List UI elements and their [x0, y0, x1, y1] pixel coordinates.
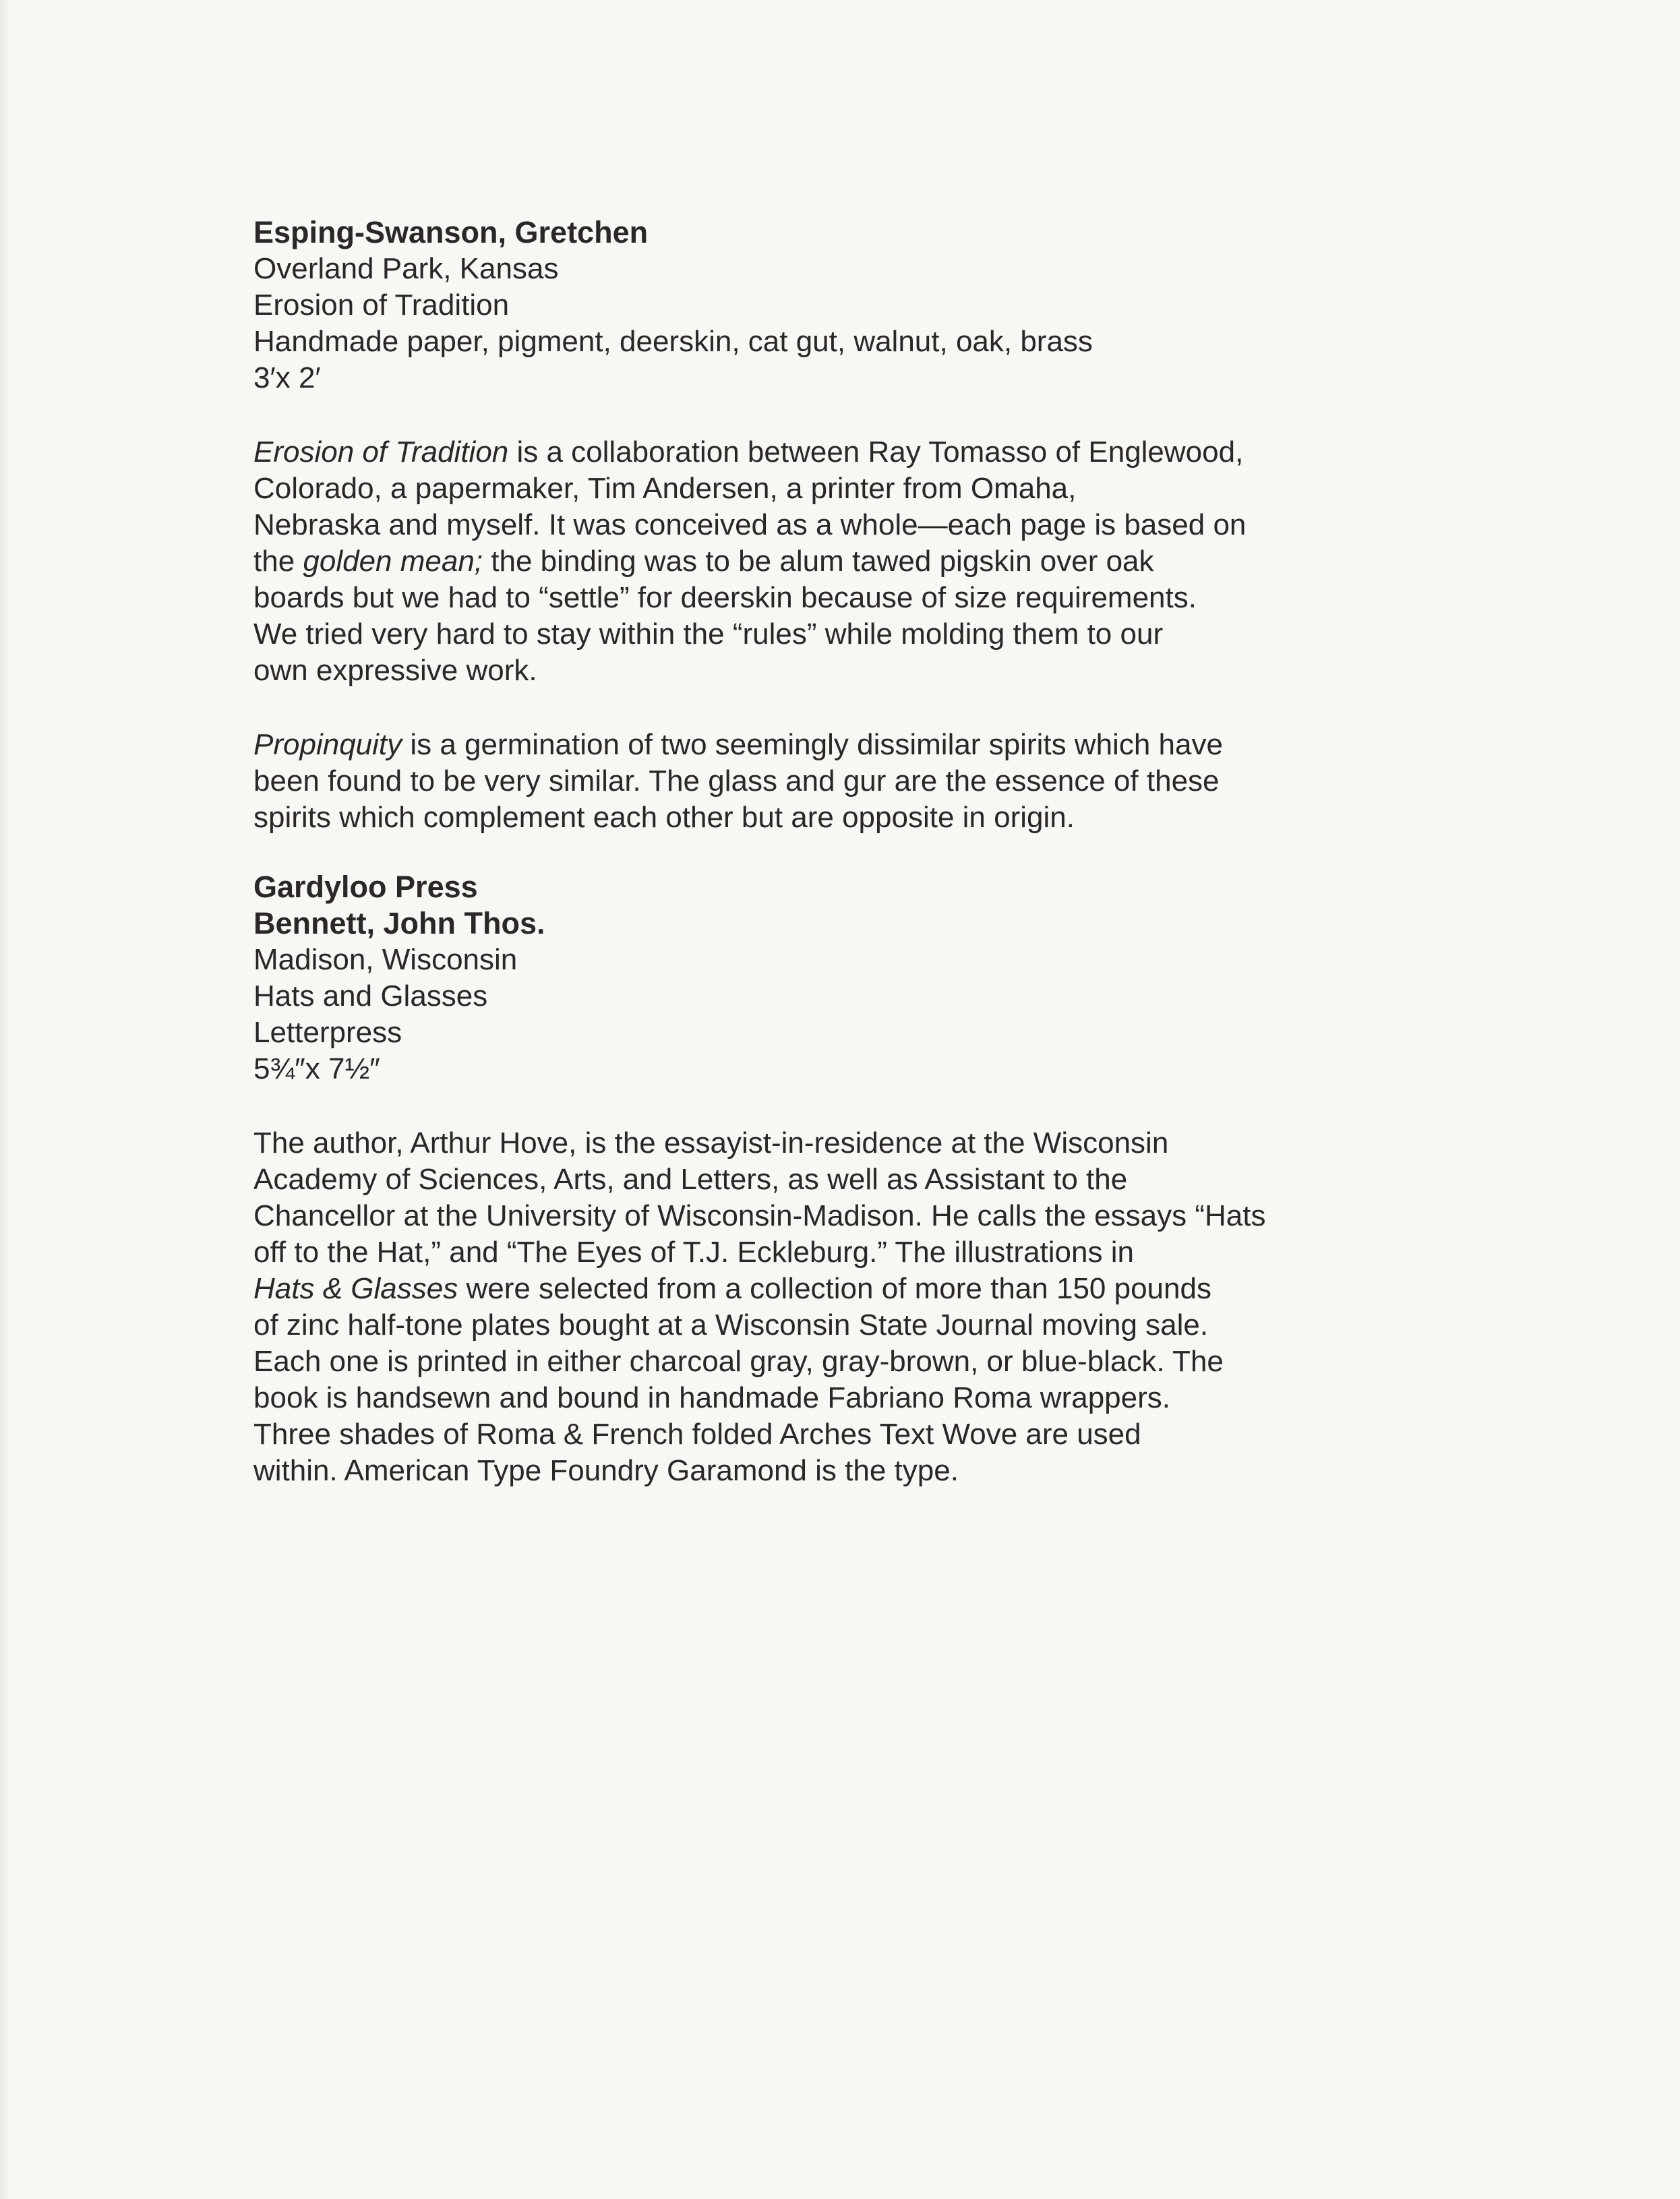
paragraph-line: We tried very hard to stay within the “rules” while molding them to our [253, 617, 1164, 651]
paragraph-line: Nebraska and myself. It was conceived as a whole—each page is based on [253, 508, 1247, 541]
paragraph-line: off to the Hat,” and “The Eyes of T.J. Eckleburg.” The illustrations in [253, 1236, 1134, 1269]
paragraph-line: of zinc half-tone plates bought at a Wisconsin State Journal moving sale. [253, 1308, 1209, 1342]
work-title: Erosion of Tradition [253, 289, 510, 322]
description-paragraph [253, 434, 1305, 689]
paragraph-line: The author, Arthur Hove, is the essayist-in-residence at the Wisconsin [253, 1126, 1169, 1159]
press-name: Gardyloo Press [253, 870, 478, 904]
work-title: Hats and Glasses [253, 980, 488, 1013]
paragraph-line: own expressive work. [253, 654, 537, 687]
description-paragraph [253, 727, 1305, 836]
artist-name: Esping-Swanson, Gretchen [253, 215, 649, 249]
paragraph-line: Academy of Sciences, Arts, and Letters, as well as Assistant to the [253, 1163, 1128, 1196]
paragraph-line: Colorado, a papermaker, Tim Andersen, a printer from Omaha, [253, 472, 1077, 505]
paragraph-line: boards but we had to “settle” for deerskin because of size requirements. [253, 581, 1197, 614]
artist-location: Overland Park, Kansas [253, 252, 559, 285]
paragraph-line: Hats & Glasses were selected from a collection of more than 150 pounds [253, 1272, 1211, 1305]
paragraph-line: Chancellor at the University of Wisconsin-Madison. He calls the essays “Hats [253, 1199, 1266, 1232]
paragraph-line: spirits which complement each other but are opposite in origin. [253, 801, 1075, 834]
paragraph-line: Erosion of Tradition is a collaboration between Ray Tomasso of Englewood, [253, 435, 1244, 469]
work-dimensions: 3′x 2′ [253, 361, 321, 394]
paragraph-line: been found to be very similar. The glass and gur are the essence of these [253, 764, 1220, 797]
paragraph-line: Each one is printed in either charcoal gray, gray-brown, or blue-black. The [253, 1345, 1224, 1378]
artist-location: Madison, Wisconsin [253, 943, 518, 976]
page-edge [0, 0, 9, 2199]
paragraph-line: book is handsewn and bound in handmade Fabriano Roma wrappers. [253, 1381, 1170, 1414]
work-materials: Handmade paper, pigment, deerskin, cat gut, walnut, oak, brass [253, 325, 1093, 358]
paragraph-line: the golden mean; the binding was to be alum tawed pigskin over oak [253, 545, 1154, 578]
catalog-entry [253, 869, 1305, 1489]
paragraph-line: within. American Type Foundry Garamond is the type. [253, 1454, 959, 1487]
work-dimensions: 5¾″x 7½″ [253, 1052, 380, 1085]
description-paragraph [253, 1125, 1305, 1489]
catalog-entry [253, 214, 1305, 836]
paragraph-line: Propinquity is a germination of two seemingly dissimilar spirits which have [253, 728, 1223, 761]
work-materials: Letterpress [253, 1016, 402, 1049]
paragraph-line: Three shades of Roma & French folded Arches Text Wove are used [253, 1418, 1141, 1451]
artist-name: Bennett, John Thos. [253, 906, 545, 940]
